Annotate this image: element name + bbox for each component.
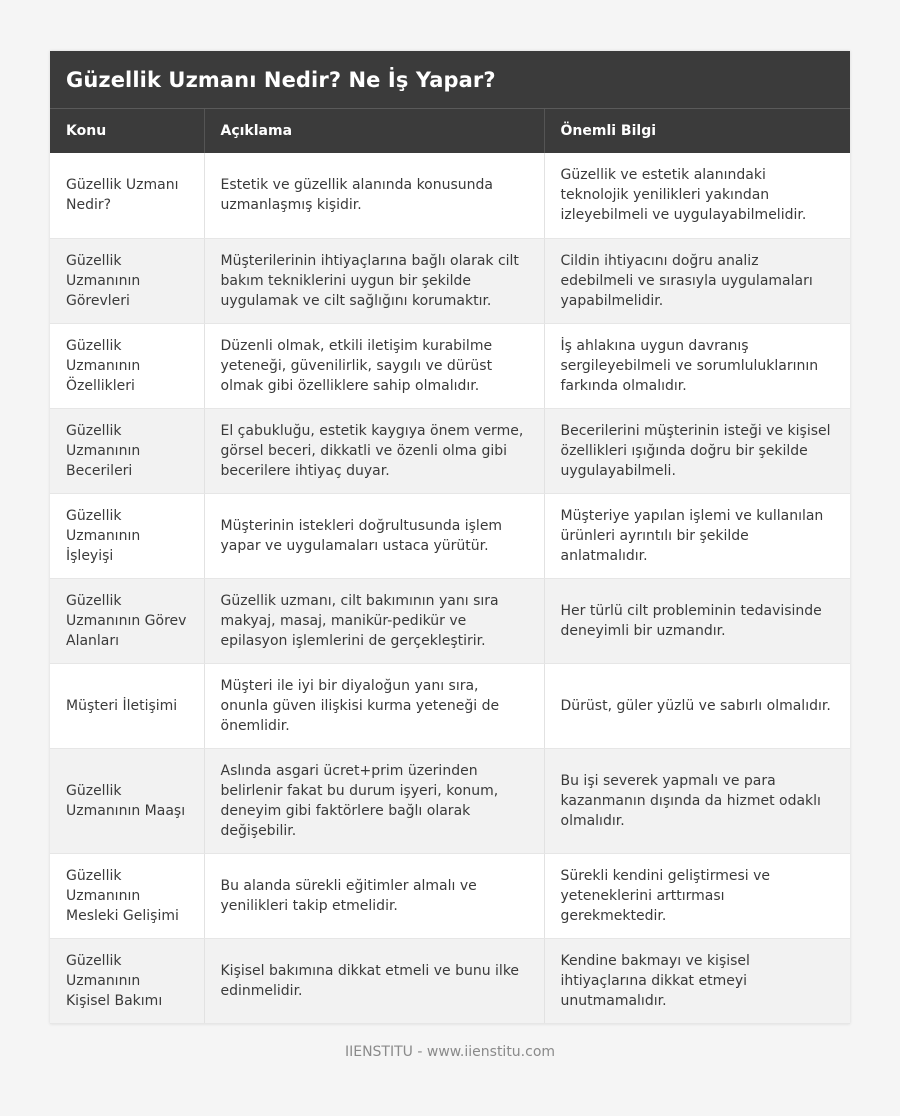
cell-konu: Güzellik Uzmanının İşleyişi: [50, 493, 204, 578]
cell-onemli-bilgi: Müşteriye yapılan işlemi ve kullanılan ürünleri ayrıntılı bir şekilde anlatmalıdır.: [544, 493, 850, 578]
cell-onemli-bilgi: Kendine bakmayı ve kişisel ihtiyaçlarına dikkat etmeyi unutmamalıdır.: [544, 938, 850, 1023]
table-body: [50, 153, 850, 1023]
cell-aciklama: Kişisel bakımına dikkat etmeli ve bunu ilke edinmelidir.: [204, 938, 544, 1023]
cell-konu: Güzellik Uzmanının Görevleri: [50, 238, 204, 323]
cell-onemli-bilgi: Sürekli kendini geliştirmesi ve yeteneklerini arttırması gerekmektedir.: [544, 853, 850, 938]
cell-aciklama: Bu alanda sürekli eğitimler almalı ve yenilikleri takip etmelidir.: [204, 853, 544, 938]
cell-konu: Güzellik Uzmanının Mesleki Gelişimi: [50, 853, 204, 938]
info-table-card: [50, 51, 850, 1024]
column-header-konu: Konu: [50, 109, 204, 153]
table-header: [50, 109, 850, 153]
cell-konu: Müşteri İletişimi: [50, 663, 204, 748]
column-header-onemli-bilgi: Önemli Bilgi: [544, 109, 850, 153]
title-bar: [50, 51, 850, 109]
cell-aciklama: Düzenli olmak, etkili iletişim kurabilme yeteneği, güvenilirlik, saygılı ve dürüst olmak gibi özelliklere sahip olmalıdır.: [204, 323, 544, 408]
cell-aciklama: Müşteri ile iyi bir diyaloğun yanı sıra, onunla güven ilişkisi kurma yeteneği de önemlidir.: [204, 663, 544, 748]
table-row: [50, 408, 850, 493]
cell-aciklama: El çabukluğu, estetik kaygıya önem verme, görsel beceri, dikkatli ve özenli olma gibi becerilere ihtiyaç duyar.: [204, 408, 544, 493]
cell-konu: Güzellik Uzmanının Becerileri: [50, 408, 204, 493]
table-row: [50, 663, 850, 748]
cell-konu: Güzellik Uzmanının Kişisel Bakımı: [50, 938, 204, 1023]
cell-konu: Güzellik Uzmanının Görev Alanları: [50, 578, 204, 663]
cell-aciklama: Müşterinin istekleri doğrultusunda işlem yapar ve uygulamaları ustaca yürütür.: [204, 493, 544, 578]
table-row: [50, 493, 850, 578]
table-row: [50, 238, 850, 323]
table-row: [50, 153, 850, 238]
info-table: [50, 109, 850, 1024]
cell-aciklama: Müşterilerinin ihtiyaçlarına bağlı olarak cilt bakım tekniklerini uygun bir şekilde uygulamak ve cilt sağlığını korumaktır.: [204, 238, 544, 323]
cell-onemli-bilgi: Cildin ihtiyacını doğru analiz edebilmeli ve sırasıyla uygulamaları yapabilmelidir.: [544, 238, 850, 323]
cell-konu: Güzellik Uzmanının Özellikleri: [50, 323, 204, 408]
cell-onemli-bilgi: Dürüst, güler yüzlü ve sabırlı olmalıdır.: [544, 663, 850, 748]
cell-onemli-bilgi: Bu işi severek yapmalı ve para kazanmanın dışında da hizmet odaklı olmalıdır.: [544, 748, 850, 853]
cell-onemli-bilgi: Becerilerini müşterinin isteği ve kişisel özellikleri ışığında doğru bir şekilde uygulayabilmeli.: [544, 408, 850, 493]
page-title: Güzellik Uzmanı Nedir? Ne İş Yapar?: [66, 67, 496, 92]
table-row: [50, 938, 850, 1023]
table-row: [50, 748, 850, 853]
header-row: [50, 109, 850, 153]
cell-aciklama: Güzellik uzmanı, cilt bakımının yanı sıra makyaj, masaj, manikür-pedikür ve epilasyon işlemlerini de gerçekleştirir.: [204, 578, 544, 663]
table-row: [50, 578, 850, 663]
column-header-aciklama: Açıklama: [204, 109, 544, 153]
cell-aciklama: Aslında asgari ücret+prim üzerinden belirlenir fakat bu durum işyeri, konum, deneyim gibi faktörlere bağlı olarak değişebilir.: [204, 748, 544, 853]
table-row: [50, 323, 850, 408]
cell-konu: Güzellik Uzmanının Maaşı: [50, 748, 204, 853]
cell-aciklama: Estetik ve güzellik alanında konusunda uzmanlaşmış kişidir.: [204, 153, 544, 238]
footer-credit: IIENSTITU - www.iienstitu.com: [344, 1044, 556, 1060]
cell-onemli-bilgi: Her türlü cilt probleminin tedavisinde deneyimli bir uzmandır.: [544, 578, 850, 663]
cell-konu: Güzellik Uzmanı Nedir?: [50, 153, 204, 238]
cell-onemli-bilgi: Güzellik ve estetik alanındaki teknolojik yenilikleri yakından izleyebilmeli ve uygulayabilmelidir.: [544, 153, 850, 238]
cell-onemli-bilgi: İş ahlakına uygun davranış sergileyebilmeli ve sorumluluklarının farkında olmalıdır.: [544, 323, 850, 408]
table-row: [50, 853, 850, 938]
